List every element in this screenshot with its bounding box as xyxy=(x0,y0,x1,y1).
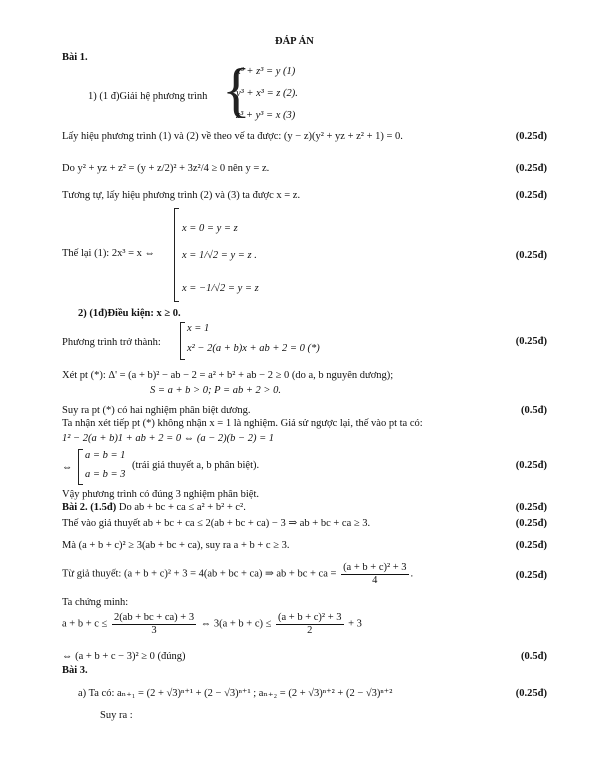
fraction-denominator: 4 xyxy=(372,574,378,586)
bai2-line1 xyxy=(62,502,246,514)
ab-case-2: a = b = 3 xyxy=(85,469,126,480)
dung-line: ⇔ (a + b + c − 3)² ≥ 0 (đúng) xyxy=(62,651,186,662)
score: (0.25đ) xyxy=(515,460,547,471)
fraction-numerator: (a + b + c)² + 3 xyxy=(343,562,407,573)
score: (0.5đ) xyxy=(521,651,547,662)
bai1-p1-label xyxy=(88,91,207,103)
score: (0.25đ) xyxy=(515,570,547,581)
bai2-line4-fraction xyxy=(341,562,408,586)
score: (0.25đ) xyxy=(515,250,547,261)
line-do-a: Do y² + yz + z² = (y + z/2)² + 3z²/4 ≥ 0 nên y = z. xyxy=(62,163,270,174)
bai1-heading: Bài 1. xyxy=(62,52,88,63)
score: (0.25đ) xyxy=(515,190,547,201)
ab-case-1: a = b = 1 xyxy=(85,450,126,461)
the-lai-label: Thế lại (1): 2x³ = x ⇔ xyxy=(62,248,156,259)
bai3-suy-ra: Suy ra : xyxy=(100,710,133,721)
score: (0.25đ) xyxy=(515,131,547,142)
line-tuong-tu: Tương tự, lấy hiệu phương trình (2) và (3) ta được x = z. xyxy=(62,190,301,201)
fraction-denominator: 3 xyxy=(151,624,157,636)
fraction-numerator: 2(ab + bc + ca) + 3 xyxy=(113,612,195,623)
cm-fraction-2 xyxy=(276,612,343,636)
eq-line: 1² − 2(a + b)1 + ab + 2 = 0 ⇔ (a − 2)(b − 2) = 1 xyxy=(62,433,275,444)
score: (0.5đ) xyxy=(521,405,547,416)
line-subtract: Lấy hiệu phương trình (1) và (2) về theo vế ta được: (y − z)(y² + yz + z² + 1) = 0. xyxy=(62,131,403,142)
bai2-heading: Bài 2. (1.5đ) xyxy=(62,502,117,513)
left-bracket-icon xyxy=(180,322,185,360)
bai2-line4-left: Từ giả thuyết: (a + b + c)² + 3 = 4(ab + bc + ca) ⇒ ab + bc + ca = xyxy=(62,568,337,580)
score: (0.25đ) xyxy=(515,336,547,347)
bai2-line3: Mà (a + b + c)² ≥ 3(ab + bc + ca), suy ra a + b + c ≥ 3. xyxy=(62,540,290,551)
bai3-a-line: a) Ta có: aₙ₊₁ = (2 + √3)ⁿ⁺¹ + (2 − √3)ⁿ⁺¹ ; aₙ₊₂ = (2 + √3)ⁿ⁺² + (2 − √3)ⁿ⁺² xyxy=(78,688,393,699)
score: (0.25đ) xyxy=(515,688,547,699)
cm-left: a + b + c ≤ xyxy=(62,618,108,630)
fraction-denominator: 2 xyxy=(307,624,313,636)
left-bracket-icon xyxy=(174,208,179,302)
cm-fraction-1 xyxy=(112,612,196,636)
system-eq-2: y³ + x³ = z (2). xyxy=(236,88,298,99)
left-brace-icon: { xyxy=(222,57,251,123)
suy-ra: Suy ra pt (*) có hai nghiệm phân biệt dương. xyxy=(62,405,251,416)
s-p-line: S = a + b > 0; P = ab + 2 > 0. xyxy=(150,385,281,396)
page-title: ĐÁP ÁN xyxy=(275,36,314,47)
iff-symbol: ⇔ xyxy=(62,462,73,473)
pt-case-1: x = 1 xyxy=(187,323,210,334)
cm-right: + 3 xyxy=(348,618,362,630)
ta-chung-minh: Ta chứng minh: xyxy=(62,597,129,608)
ta-nhan-xet: Ta nhận xét tiếp pt (*) không nhận x = 1 là nghiệm. Giả sử ngược lại, thế vào pt ta có: xyxy=(62,418,423,429)
system-eq-3: z³ + y³ = x (3) xyxy=(236,110,296,121)
bai1-p2-label: 2) (1đ)Điều kiện: x ≥ 0. xyxy=(78,308,181,319)
xet-pt: Xét pt (*): Δ' = (a + b)² − ab − 2 = a² + b² + ab − 2 ≥ 0 (do a, b nguyên dương); xyxy=(62,370,394,381)
score: (0.25đ) xyxy=(515,502,547,513)
bai2-line1-text: Do ab + bc + ca ≤ a² + b² + c². xyxy=(118,502,246,513)
chung-minh-eq xyxy=(62,612,362,636)
bai1-p1-label-text: 1) (1 đ)Giải hệ phương trình xyxy=(88,91,208,102)
left-bracket-icon xyxy=(78,449,83,485)
pt-case-2: x² − 2(a + b)x + ab + 2 = 0 (*) xyxy=(187,343,320,354)
score: (0.25đ) xyxy=(515,540,547,551)
score: (0.25đ) xyxy=(515,518,547,529)
score: (0.25đ) xyxy=(515,163,547,174)
ab-note: (trái giả thuyết a, b phân biệt). xyxy=(132,460,260,471)
bai2-line2: Thế vào giả thuyết ab + bc + ca ≤ 2(ab + bc + ca) − 3 ⇒ ab + bc + ca ≥ 3. xyxy=(62,518,371,529)
system-eq-1: x³ + z³ = y (1) xyxy=(236,66,296,77)
the-lai-case-3: x = −1/√2 = y = z xyxy=(182,283,259,294)
pt-tro-thanh: Phương trình trở thành: xyxy=(62,337,161,348)
cm-mid: ⇔ 3(a + b + c) ≤ xyxy=(200,618,272,630)
fraction-numerator: (a + b + c)² + 3 xyxy=(278,612,342,623)
ket-luan: Vậy phương trình có đúng 3 nghiệm phân biệt. xyxy=(62,489,260,500)
bai2-line4: Từ giả thuyết: (a + b + c)² + 3 = 4(ab + bc + ca) ⇒ ab + bc + ca = $\frac{\text{(a + b + c)² + 3}}{4}$ . xyxy=(62,562,414,586)
bai3-heading: Bài 3. xyxy=(62,665,88,676)
the-lai-case-2: x = 1/√2 = y = z . xyxy=(182,250,257,261)
the-lai-case-1: x = 0 = y = z xyxy=(182,223,238,234)
